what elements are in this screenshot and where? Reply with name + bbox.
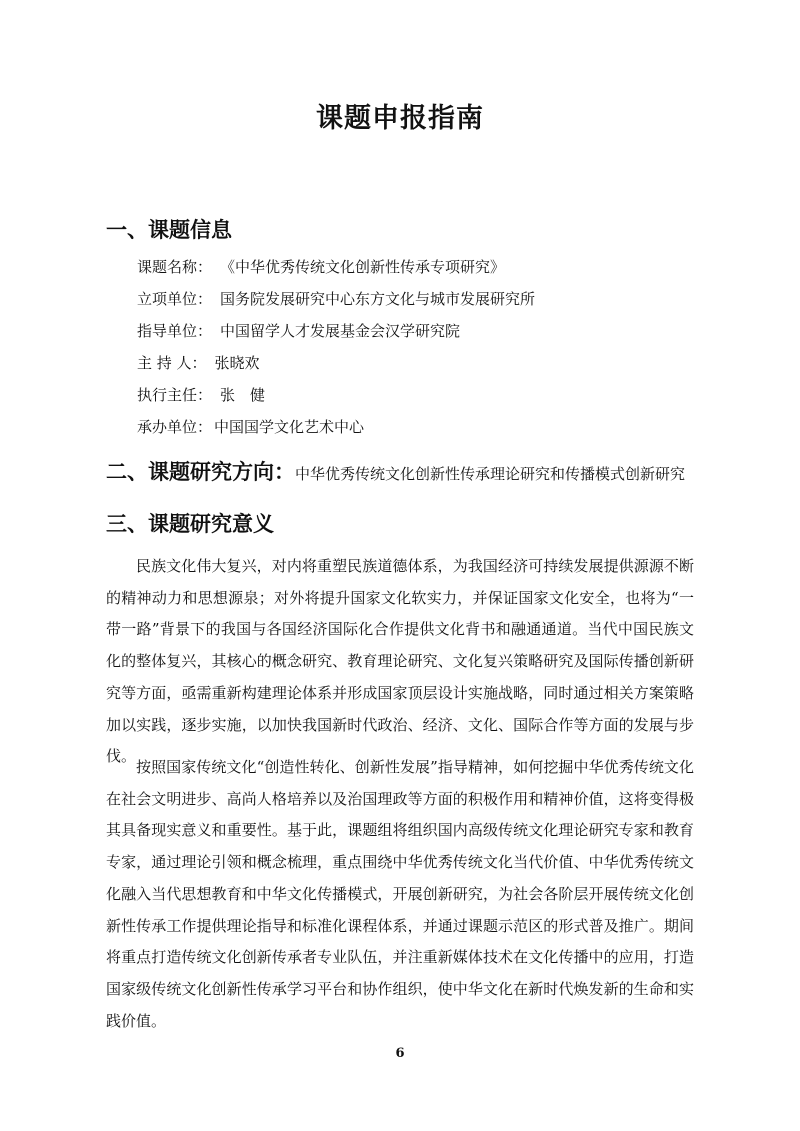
info-value: 张晓欢 <box>214 354 260 372</box>
info-value: 国务院发展研究中心东方文化与城市发展研究所 <box>220 290 536 308</box>
section-direction-text: 中华优秀传统文化创新性传承理论研究和传播模式创新研究 <box>295 465 686 483</box>
info-value: 《中华优秀传统文化创新性传承专项研究》 <box>220 258 506 276</box>
info-row-guiding-unit <box>137 320 460 341</box>
info-row-host <box>137 352 260 373</box>
info-row-approving-unit <box>137 288 535 309</box>
info-label: 指导单位： <box>137 322 213 340</box>
info-value: 中国留学人才发展基金会汉学研究院 <box>220 322 461 340</box>
section-heading-info: 一、课题信息 <box>106 218 232 242</box>
info-label: 课题名称： <box>137 258 213 276</box>
info-row-organizer <box>137 416 364 437</box>
info-label: 承办单位： <box>137 418 213 436</box>
paragraph: 民族文化伟大复兴，对内将重塑民族道德体系，为我国经济可持续发展提供源源不断的精神动力和思想源泉；对外将提升国家文化软实力，并保证国家文化安全，也将为“一带一路”背景下的我国与各国经济国际化合作提供文化背书和融通通道。当代中国民族文化的整体复兴，其核心的概念研究、教育理论研究、文化复兴策略研究及国际传播创新研究等方面，亟需重新构建理论体系并形成国家顶层设计实施战略，同时通过相关方案策略加以实践，逐步实施，以加快我国新时代政治、经济、文化、国际合作等方面的发展与步伐。 <box>106 557 694 766</box>
page-number: 6 <box>395 1046 405 1061</box>
section-heading-direction <box>106 456 685 486</box>
info-row-executive-director <box>137 384 265 405</box>
info-label: 主 持 人： <box>137 354 207 372</box>
info-value: 中国国学文化艺术中心 <box>214 418 365 436</box>
section-heading-direction-label: 二、课题研究方向： <box>106 460 295 484</box>
info-label: 立项单位： <box>137 290 213 308</box>
document-title: 课题申报指南 <box>316 103 484 134</box>
section-heading-significance: 三、课题研究意义 <box>106 512 274 536</box>
paragraph: 按照国家传统文化“创造性转化、创新性发展”指导精神，如何挖掘中华优秀传统文化在社会文明进步、高尚人格培养以及治国理政等方面的积极作用和精神价值，这将变得极其具备现实意义和重要性。基于此，课题组将组织国内高级传统文化理论研究专家和教育专家，通过理论引领和概念梳理，重点围绕中华优秀传统文化当代价值、中华优秀传统文化融入当代思想教育和中华文化传播模式，开展创新研究，为社会各阶层开展传统文化创新性传承工作提供理论指导和标准化课程体系，并通过课题示范区的形式普及推广。期间将重点打造传统文化创新传承者专业队伍，并注重新媒体技术在文化传播中的应用，打造国家级传统文化创新性传承学习平台和协作组织，使中华文化在新时代焕发新的生命和实践价值。 <box>106 758 694 1030</box>
info-row-project-name <box>137 256 505 277</box>
info-value: 张 健 <box>220 386 266 404</box>
info-label: 执行主任： <box>137 386 213 404</box>
